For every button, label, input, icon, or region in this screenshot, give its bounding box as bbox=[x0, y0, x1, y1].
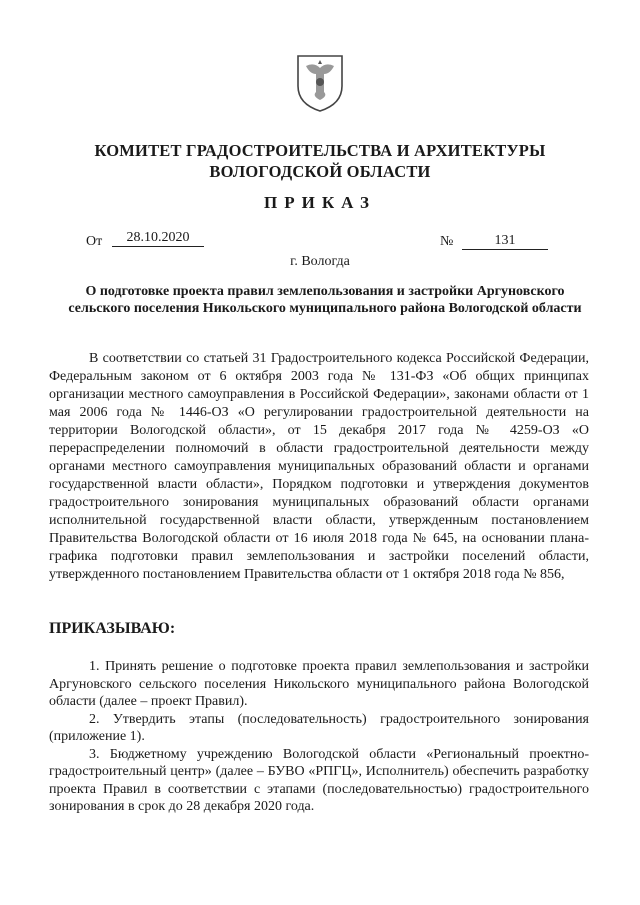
organization-line-2: ВОЛОГОДСКОЙ ОБЛАСТИ bbox=[209, 162, 431, 181]
city: г. Вологда bbox=[290, 254, 350, 269]
order-item-1: 1. Принять решение о подготовке проекта правил землепользования и застройки Аргуновского сельского поселения Никольского муниципального района Вологодской области (далее – проект Правил). bbox=[49, 659, 589, 709]
order-item-2: 2. Утвердить этапы (последовательность) градостроительного зонирования (приложение 1). bbox=[49, 711, 589, 744]
document-subject: О подготовке проекта правил землепользования и застройки Аргуновского сельского поселения Никольского муниципального района Вологодской области bbox=[68, 284, 582, 316]
coat-of-arms-icon bbox=[294, 52, 346, 114]
order-items bbox=[49, 658, 589, 816]
organization-name bbox=[60, 140, 580, 182]
date-label: От bbox=[86, 234, 103, 249]
document-date: 28.10.2020 bbox=[112, 230, 204, 247]
preamble-text: В соответствии со статьей 31 Градостроительного кодекса Российской Федерации, Федеральным законом от 6 октября 2003 года № 131-ФЗ «Об общих принципах организации местного самоуправления в Российской Федерации», законами области от 1 мая 2006 года № 1446-ОЗ «О регулировании градостроительной деятельности на территории Вологодской области», от 15 декабря 2017 года № 4259-ОЗ «О перераспределении полномочий в области градостроительной деятельности между органами местного самоуправления муниципальных образований области и органами государственной власти области», Порядком подготовки и утверждения документов градостроительного зонирования муниципальных образований области органами исполнительной государственной власти области, утвержденным постановлением Правительства Вологодской области от 16 июля 2018 года № 645, на основании плана-графика подготовки правил землепользования и застройки поселений области, утвержденного постановлением Правительства области от 1 октября 2018 года № 856, bbox=[49, 351, 589, 582]
order-item-3: 3. Бюджетному учреждению Вологодской области «Региональный проектно-градостроительный центр» (далее – БУВО «РПГЦ», Исполнитель) обеспечить разработку проекта Правил в соответствии с этапами (последовательностью) градостроительного зонирования в срок до 28 декабря 2020 года. bbox=[49, 746, 589, 814]
number-label: № bbox=[440, 234, 454, 249]
document-type: ПРИКАЗ bbox=[264, 193, 376, 212]
organization-line-1: КОМИТЕТ ГРАДОСТРОИТЕЛЬСТВА И АРХИТЕКТУРЫ bbox=[94, 141, 546, 160]
order-heading: ПРИКАЗЫВАЮ: bbox=[49, 620, 176, 637]
document-number: 131 bbox=[462, 233, 548, 250]
preamble bbox=[49, 350, 589, 584]
